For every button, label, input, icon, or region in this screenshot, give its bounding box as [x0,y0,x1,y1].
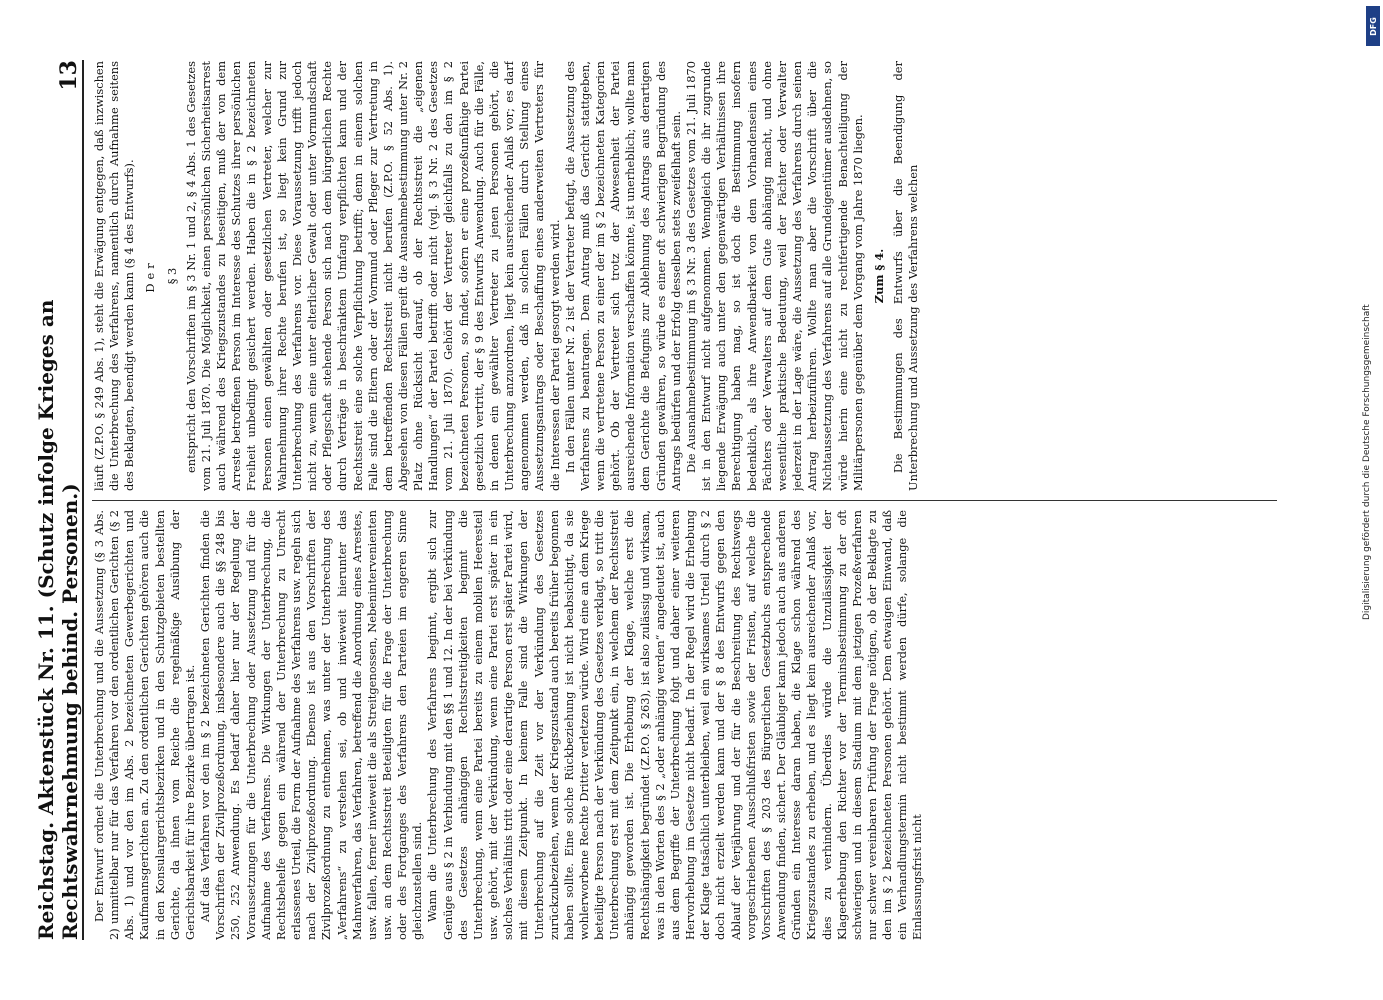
column-divider [92,500,1277,501]
left-column [92,510,1277,940]
section-heading: § 3 [164,267,179,285]
paragraph: Wann die Unterbrechung des Verfahrens beginnt, ergibt sich zur Genüge aus § 2 in Verbindung mit den §§ 1 und 12. In der bei Verkündung des Gesetzes anhängigen Rechtsstreitigkeiten beginnt die Unterbrechung, wenn eine Partei bereits zu einem mobilen Heeresteil usw. gehört, mit der Verkündung, wenn eine Partei erst später in ein solches Verhältnis tritt oder eine derartige Person erst später Partei wird, mit diesem Zeitpunkt. In keinem Falle sind die Wirkungen der Unterbrechung auf die Zeit vor der Verkündung des Gesetzes zurückzubeziehen, wenn der Kriegszustand auch bereits früher begonnen haben sollte. Eine solche Rückbeziehung ist nicht beabsichtigt, da sie wohlerworbene Rechte Dritter verletzen würde. Wird eine an dem Kriege beteiligte Person nach der Verkündung des Gesetzes verklagt, so tritt die Unterbrechung erst mit dem Zeitpunkt ein, in welchem der Rechtsstreit anhängig geworden ist. Die Erhebung der Klage, welche erst die Rechtshängigkeit begründet (Z.P.O. § 263), ist also zulässig und wirksam, was in den Worten des § 2 „oder anhängig werden“ angedeutet ist, auch aus dem Begriffe der Unterbrechung folgt und daher einer weiteren Hervorhebung im Gesetze nicht bedarf. In der Regel wird die Erhebung der Klage tatsächlich unterbleiben, weil ein wirksames Urteil durch § 2 doch nicht erzielt werden kann und der § 8 des Entwurfs gegen den Ablauf der Verjährung und der für die Beschreitung des Rechtswegs vorgeschriebenen Ausschlußfristen sowie der Fristen, auf welche die Vorschriften des § 203 des Bürgerlichen Gesetzbuchs entsprechende Anwendung finden, sichert. Der Gläubiger kann jedoch auch aus anderen Gründen ein Interesse daran haben, die Klage schon während des Kriegszustandes zu erheben, und es liegt kein ausreichender Anlaß vor, dies zu verhindern. Überdies würde die Unzulässigkeit der Klageerhebung den Richter vor der Terminsbestimmung zu der oft schwierigen und in diesem Stadium mit dem jetzigen Prozeßverfahren nur schwer vereinbaren Prüfung der Frage nötigen, ob der Beklagte zu den im § 2 bezeichneten Personen gehört. Dem etwaigen Einwand, daß ein Verhandlungstermin nicht bestimmt werden dürfe, solange die Einlassungsfrist nicht [425,510,925,940]
paragraph: In den Fällen unter Nr. 2 ist der Vertreter befugt, die Aussetzung des Verfahrens zu beantragen. Dem Antrag muß das Gericht stattgeben, wenn die vertretene Person zu einer der im § 2 bezeichneten Kategorien gehört. Ob der Vertreter sich trotz der Abwesenheit der Partei ausreichende Information verschaffen könnte, ist unerheblich; wollte man dem Gerichte die Befugnis zur Ablehnung des Antrags aus derartigen Gründen gewähren, so würde es einer oft schwierigen Begründung des Antrags bedürfen und der Erfolg desselben stets zweifelhaft sein. [562,61,683,491]
paragraph: Die Bestimmungen des Entwurfs über die Beendigung der Unterbrechung und Aussetzung des Verfahrens welchen [890,61,921,491]
page-number: 13 [56,60,82,91]
page-header [34,60,84,940]
paragraph-continued: läuft (Z.P.O. § 249 Abs. 1), steht die Erwägung entgegen, daß inzwischen die Unterbrechung des Verfahrens, namentlich durch Aufnahme seitens des Beklagten, beendigt werden kann (§ 4 des Entwurfs). [92,61,137,491]
dfg-logo-icon [1366,6,1380,46]
right-column [92,61,1277,491]
logo-text: DFG [1368,16,1378,36]
paragraph: Die Ausnahmebestimmung im § 3 Nr. 3 des Gesetzes vom 21. Juli 1870 ist in den Entwurf nicht aufgenommen. Wenngleich die ihr zugrunde liegende Erwägung auch unter den gegenwärtigen Verhältnissen ihre Berechtigung haben mag, so ist doch die Bestimmung insofern bedenklich, als ihre Anwendbarkeit von dem Vorhandensein eines Pächters oder Verwalters auf dem Gute abhängig macht, und ohne wesentliche praktische Bedeutung, weil der Pächter oder Verwalter jederzeit in der Lage wäre, die Aussetzung des Verfahrens durch seinen Antrag herbeizuführen. Wollte man aber die Vorschrift über die Nichtaussetzung des Verfahrens auf alle Grundeigentümer ausdehnen, so würde hierin eine nicht zu rechtfertigende Benachteiligung der Militärpersonen gegenüber dem Vorgang vom Jahre 1870 liegen. [683,61,865,491]
paragraph: Der Entwurf ordnet die Unterbrechung und die Aussetzung (§ 3 Abs. 2) unmittelbar nur für das Verfahren vor den ordentlichen Gerichten (§ 2 Abs. 1) und vor den im Abs. 2 bezeichneten Gewerbegerichten und Kaufmannsgerichten an. Zu den ordentlichen Gerichten gehören auch die in den Konsulargerichtsbezirken und in den Schutzgebieten bestellten Gerichte, da ihnen vom Reiche die regelmäßige Ausübung der Gerichtsbarkeit für ihre Bezirke übertragen ist. [92,510,197,940]
paragraph: Auf das Verfahren vor den im § 2 bezeichneten Gerichten finden die Vorschriften der Zivilprozeßordnung, insbesondere auch die §§ 248 bis 250, 252 Anwendung. Es bedarf daher hier nur der Regelung der Voraussetzungen für die Unterbrechung oder Aussetzung und für die Aufnahme des Verfahrens. Die Wirkungen der Unterbrechung, die Rechtsbehelfe gegen ein während der Unterbrechung zu Unrecht erlassenes Urteil, die Form der Aufnahme des Verfahrens usw. regeln sich nach der Zivilprozeßordnung. Ebenso ist aus den Vorschriften der Zivilprozeßordnung zu entnehmen, was unter der Unterbrechung des „Verfahrens“ zu verstehen sei, ob und inwieweit hierunter das Mahnverfahren, das Verfahren, betreffend die Anordnung eines Arrestes, usw. fallen, ferner inwieweit die als Streitgenossen, Nebenintervenienten usw. an dem Rechtsstreit Beteiligten für die Frage der Unterbrechung oder des Fortganges des Verfahrens den Parteien im engeren Sinne gleichzustellen sind. [198,510,425,940]
digitization-note: Digitalisierung gefördert durch die Deutsche Forschungsgemeinschaft [1362,304,1372,620]
text-body [92,60,1277,940]
section-heading: Zum § 4. [871,248,886,304]
section-intro-label: Der [143,259,158,293]
running-title: Reichstag. Aktenstück Nr. 11. (Schutz infolge Krieges an Rechtswahrnehmung behind. Personen.) [34,299,82,940]
paragraph: entspricht den Vorschriften im § 3 Nr. 1 und 2, § 4 Abs. 1 des Gesetzes vom 21. Juli 1870. Die Möglichkeit, einen persönlichen Sicherheitsarrest auch während des Kriegszustandes zu beseitigen, muß der von dem Arreste betroffenen Person im Interesse des Schutzes ihrer persönlichen Freiheit unbedingt gesichert werden. Haben die in § 2 bezeichneten Personen einen gewählten oder gesetzlichen Vertreter, welcher zur Wahrnehmung ihrer Rechte berufen ist, so liegt kein Grund zur Unterbrechung des Verfahrens vor. Diese Voraussetzung trifft jedoch nicht zu, wenn eine unter elterlicher Gewalt oder unter Vormundschaft oder Pflegschaft stehende Person sich nach dem bürgerlichen Rechte durch Verträge in beschränktem Umfang verpflichten kann und der Rechtsstreit eine solche Verpflichtung betrifft; denn in einem solchen Falle sind die Eltern oder der Vormund oder Pfleger zur Vertretung in dem betreffenden Rechtsstreit nicht berufen (Z.P.O. § 52 Abs. 1). Abgesehen von diesen Fällen greift die Ausnahmebestimmung unter Nr. 2 Platz ohne Rücksicht darauf, ob der Rechtsstreit die „eigenen Handlungen“ der Partei betrifft oder nicht (vgl. § 3 Nr. 2 des Gesetzes vom 21. Juli 1870). Gehört der Vertreter gleichfalls zu den im § 2 bezeichneten Personen, so findet, sofern er eine prozeßunfähige Partei gesetzlich vertritt, der § 9 des Entwurfs Anwendung. Auch für die Fälle, in denen ein gewählter Vertreter zu jenen Personen gehört, die Unterbrechung anzuordnen, liegt kein ausreichender Anlaß vor; es darf angenommen werden, daß in solchen Fällen durch Stellung eines Aussetzungsantrags oder Beschaffung eines anderweiten Vertreters für die Interessen der Partei gesorgt werden wird. [183,61,562,491]
